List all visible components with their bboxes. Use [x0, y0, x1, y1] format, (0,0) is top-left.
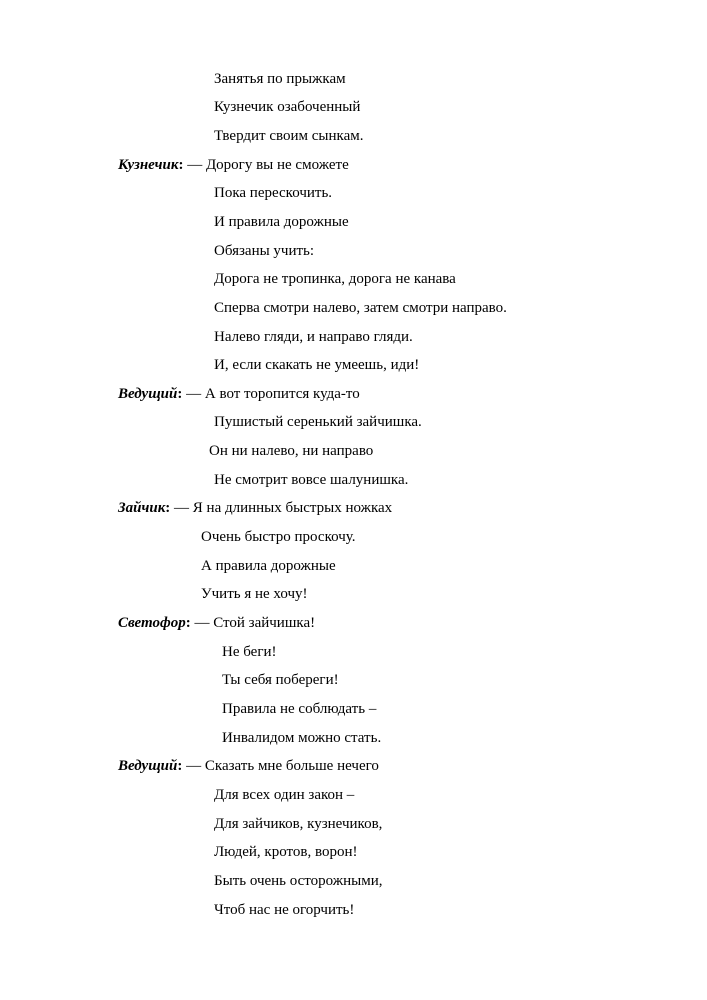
line-text: И правила дорожные — [214, 214, 349, 230]
line-text: — А вот торопится куда-то — [182, 386, 360, 402]
poem-line — [222, 643, 277, 661]
line-text: Кузнечик озабоченный — [214, 99, 361, 115]
speaker-name: Зайчик — [118, 500, 166, 516]
speaker-colon: : — [177, 758, 183, 774]
poem-line — [222, 729, 381, 747]
poem-line — [214, 70, 346, 88]
line-text: Для зайчиков, кузнечиков, — [214, 816, 383, 832]
poem-line — [214, 242, 314, 260]
line-text: Не смотрит вовсе шалунишка. — [214, 472, 409, 488]
speaker-line — [118, 156, 349, 174]
speaker-name: Ведущий — [118, 758, 178, 774]
speaker-colon: : — [177, 386, 183, 402]
speaker-name: Кузнечик — [118, 157, 179, 173]
poem-line — [214, 413, 422, 431]
speaker-line — [118, 757, 379, 775]
line-text: Он ни налево, ни направо — [209, 443, 374, 459]
poem-line — [214, 843, 357, 861]
line-text: — Дорогу вы не сможете — [183, 157, 349, 173]
speaker-colon: : — [178, 157, 184, 173]
line-text: Ты себя побереги! — [222, 672, 339, 688]
poem-line — [214, 184, 332, 202]
line-text: Учить я не хочу! — [201, 586, 308, 602]
poem-line — [201, 557, 336, 575]
line-text: Занятья по прыжкам — [214, 71, 346, 87]
line-text: Очень быстро проскочу. — [201, 529, 356, 545]
line-text: И, если скакать не умеешь, иди! — [214, 357, 420, 373]
poem-line — [214, 471, 408, 489]
line-text: Чтоб нас не огорчить! — [214, 902, 355, 918]
line-text: — Стой зайчишка! — [190, 615, 316, 631]
poem-line — [201, 528, 356, 546]
line-text: А правила дорожные — [201, 558, 336, 574]
poem-line — [214, 98, 360, 116]
line-text: — Сказать мне больше нечего — [182, 758, 379, 774]
speaker-line — [118, 499, 392, 517]
speaker-colon: : — [165, 500, 171, 516]
line-text: Сперва смотри налево, затем смотри направо. — [214, 300, 507, 316]
poem-line — [214, 328, 413, 346]
poem-line — [214, 901, 354, 919]
speaker-line — [118, 614, 315, 632]
poem-line — [222, 700, 376, 718]
line-text: Быть очень осторожными, — [214, 873, 383, 889]
poem-line — [214, 213, 349, 231]
line-text: Пока перескочить. — [214, 185, 333, 201]
line-text: Правила не соблюдать – — [222, 701, 377, 717]
speaker-line — [118, 385, 360, 403]
line-text: Пушистый серенький зайчишка. — [214, 414, 422, 430]
poem-line — [209, 442, 373, 460]
poem-line — [214, 270, 456, 288]
line-text: — Я на длинных быстрых ножках — [170, 500, 393, 516]
poem-line — [222, 671, 339, 689]
line-text: Не беги! — [222, 644, 277, 660]
speaker-colon: : — [185, 615, 191, 631]
poem-line — [214, 127, 363, 145]
speaker-name: Светофор — [118, 615, 186, 631]
speaker-name: Ведущий — [118, 386, 178, 402]
line-text: Налево гляди, и направо гляди. — [214, 329, 413, 345]
poem-line — [214, 815, 382, 833]
poem-line — [214, 299, 507, 317]
line-text: Обязаны учить: — [214, 243, 315, 259]
poem-line — [214, 786, 354, 804]
line-text: Твердит своим сынкам. — [214, 128, 364, 144]
poem-line — [201, 585, 308, 603]
line-text: Для всех один закон – — [214, 787, 355, 803]
line-text: Дорога не тропинка, дорога не канава — [214, 271, 456, 287]
poem-line — [214, 872, 383, 890]
line-text: Инвалидом можно стать. — [222, 730, 382, 746]
poem-line — [214, 356, 419, 374]
line-text: Людей, кротов, ворон! — [214, 844, 358, 860]
